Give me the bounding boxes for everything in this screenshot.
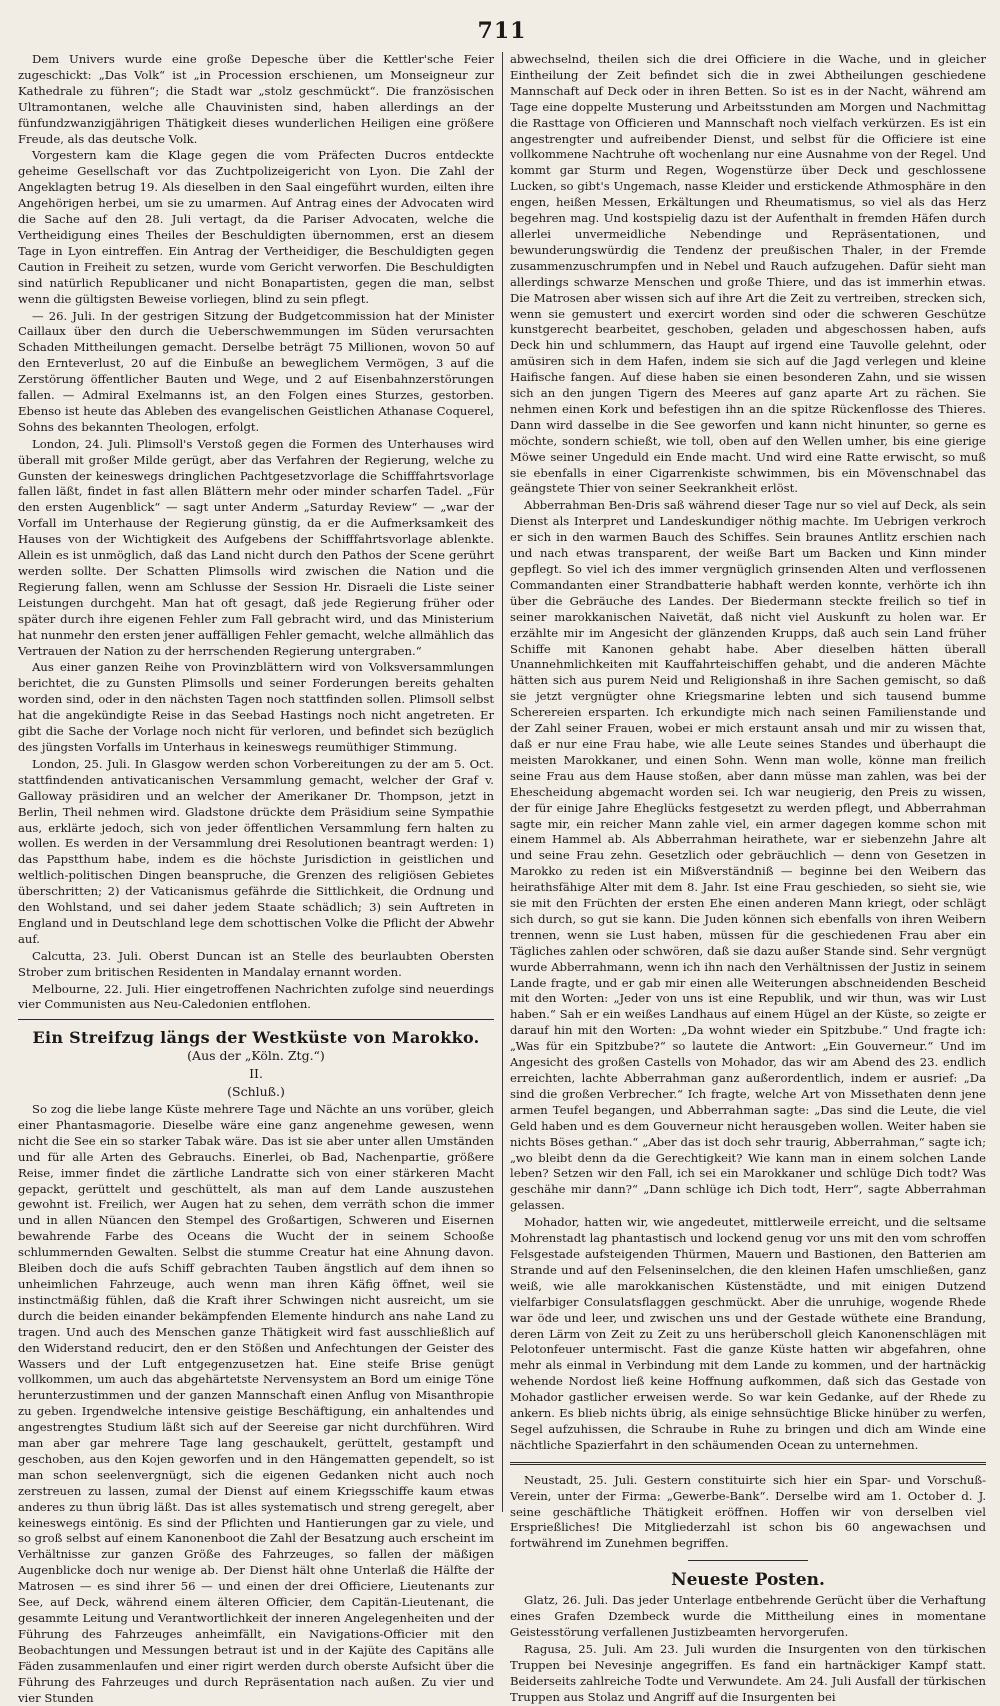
paragraph-ragusa: Ragusa, 25. Juli. Am 23. Juli wurden die Insurgenten von den türkischen Truppen bei Nevesinje angegriffen. Es fand ein hartnäckiger Kampf statt. Beiderseits zahlreiche Todte und Verwundete. Am 24. Juli Ausfall der türkischen Truppen aus Stolaz und Angriff auf die Insurgenten bei: [510, 1641, 986, 1704]
article-divider: [18, 1019, 494, 1020]
article-body: So zog die liebe lange Küste mehrere Tage und Nächte an uns vorüber, gleich einer Phantasmagorie. Dieselbe wäre eine ganz angenehme gewesen, wenn nicht die See ein so starker Tabak wäre. Das ist sie aber unter allen Umständen und für alle Arten des Gebrauchs. Einerlei, ob Bad, Nachenpartie, größere Reise, immer findet die zärtliche Landratte sich von einer stärkeren Macht gepackt, gerüttelt und geschüttelt, als man auf dem Lande auszustehen gewohnt ist. Freilich, wer Augen hat zu sehen, dem verräth schon die immer und in allen Nüancen den Stempel des Großartigen, Schweren und Eisernen bewahrende Farbe des Oceans die Wucht der in seinem Schooße schlummernden Gewalten. Selbst die stumme Creatur hat eine Ahnung davon. Bleiben doch die aufs Schiff gebrachten Tauben ängstlich auf dem ihnen so unheimlichen Fahrzeuge, auch wenn man ihren Käfig öffnet, weil sie instinctmäßig fühlen, daß die Kraft ihrer Schwingen nicht ausreicht, um sie durch die beiden einander bekämpfenden Elemente hindurch ans nahe Land zu tragen. Und auch des Menschen ganze Thätigkeit wird fast ausschließlich auf den Widerstand reducirt, den er den Stößen und Anfechtungen der Geister des Wassers und der Luft entgegenzusetzen hat. Eine steife Brise genügt vollkommen, um auch das abgehärtetste Nervensystem an Bord um einige Töne herunterzustimmen und der ganzen Mannschaft einen Anflug von Misanthropie zu geben. Irgendwelche intensive geistige Beschäftigung, ein anhaltendes und angestrengtes Studium läßt sich auf der Seereise gar nicht durchführen. Wird man aber gar mehrere Tage lang geschaukelt, gerüttelt, gestampft und geschoben, aus den Kojen geworfen und in den Hängematten gependelt, so ist man schon seelenvergnügt, sich die eigenen Gedanken nicht auch noch zerstreuen zu lassen, zumal der Dienst auf einem Kriegsschiffe kaum etwas anderes zu thun übrig läßt. Das ist alles systematisch und streng geregelt, aber keineswegs eintönig. Es sind der Pflichten und Hantierungen gar zu viele, und so groß selbst auf einem Kanonenboot die Zahl der Besatzung auch erscheint im Verhältnisse zur ganzen Größe des Fahrzeuges, so fallen der mäßigen Augenblicke doch nur wenige ab. Der Dienst hält ohne Unterlaß die Hälfte der Matrosen — es sind ihrer 56 — und einen der drei Officiere, Lieutenants zur See, auf Deck, während einem älteren Officier, dem Capitän-Lieutenant, die gesammte Leitung und Verantwortlichkeit der inneren Angelegenheiten und der Führung des Fahrzeuges anheimfällt, ein Navigations-Officier mit den Beobachtungen und Messungen betraut ist und in der Kajüte des Capitäns alle Fäden zusammenlaufen und einer rigirt werden durch oberste Aufsicht über die Führung des Fahrzeuges und durch Repräsentation nach außen. Zu vier und vier Stunden: [18, 1102, 494, 1705]
paragraph-univers: Dem Univers wurde eine große Depesche über die Kettler'sche Feier zugeschickt: „Das Volk“ ist „in Procession erschienen, um Monseigneur zur Kathedrale zu führen“; die Stadt war „stolz geschmückt“. Die französischen Ultramontanen, welche alle Chauvinisten sind, haben allerdings an der fünfundzwanzigjährigen Thätigkeit dieses wunderlichen Heiligen eine größere Freude, als das deutsche Volk.: [18, 52, 494, 146]
column-rule: [502, 52, 503, 1512]
left-column: [18, 52, 494, 1705]
paragraph-lyon: Vorgestern kam die Klage gegen die vom Präfecten Ducros entdeckte geheime Gesellschaft vor das Zuchtpolizeigericht von Lyon. Die Zahl der Angeklagten betrug 19. Als dieselben in den Saal eingeführt wurden, eilten ihre Angehörigen herbei, um sie zu umarmen. Auf Antrag eines der Advocaten wird die Sache auf den 28. Juli vertagt, da die Pariser Advocaten, welche die Vertheidigung eines Theiles der Beschuldigten übernommen, erst an diesem Tage in Lyon eintreffen. Ein Antrag der Vertheidiger, die Beschuldigten gegen Caution in Freiheit zu setzen, wurde vom Gericht verworfen. Die Beschuldigten sind natürlich Republicaner und nicht Bonapartisten, gegen die man, selbst wenn die gültigsten Beweise vorliegen, blind zu sein pflegt.: [18, 148, 494, 306]
right-column: [510, 52, 986, 1704]
article-note: (Schluß.): [227, 1084, 285, 1100]
short-divider: [688, 1560, 808, 1561]
paragraph-budget: — 26. Juli. In der gestrigen Sitzung der Budgetcommission hat der Minister Caillaux über den durch die Ueberschwemmungen im Süden verursachten Schaden Mittheilungen gemacht. Derselbe beträgt 75 Millionen, wovon 50 auf den Ernteverlust, 20 auf die Einbuße an beweglichem Vermögen, 3 auf die Zerstörung öffentlicher Bauten und Wege, und 2 auf Eisenbahnzerstörungen fallen. — Admiral Exelmanns ist, an den Folgen eines Sturzes, gestorben. Ebenso ist heute das Ableben des evangelischen Geistlichen Athanase Coquerel, Sohns des bekannten Theologen, erfolgt.: [18, 308, 494, 434]
article-part: II.: [249, 1066, 263, 1082]
paragraph-neustadt: Neustadt, 25. Juli. Gestern constituirte sich hier ein Spar- und Vorschuß-Verein, unter der Firma: „Gewerbe-Bank“. Derselbe wird am 1. October d. J. seine geschäftliche Thätigkeit eröffnen. Hoffen wir von derselben viel Ersprießliches! Die Mitgliederzahl ist schon bis 60 angewachsen und fortwährend im Zunehmen begriffen.: [510, 1472, 986, 1551]
paragraph-london-24: London, 24. Juli. Plimsoll's Verstoß gegen die Formen des Unterhauses wird überall mit großer Milde gerügt, aber das Verfahren der Regierung, welche zu Gunsten der keineswegs dringlichen Pachtgesetzvorlage die Schifffahrtsvorlage fallen läßt, findet in fast allen Blättern mehr oder minder scharfen Tadel. „Für den ersten Augenblick“ — sagt unter Anderm „Saturday Review“ — „war der Vorfall im Unterhause der Regierung günstig, da er die Aufmerksamkeit des Hauses von der Wichtigkeit des Aufgebens der Schifffahrtsvorlage ablenkte. Allein es ist unmöglich, daß das Land nicht durch den Pathos der Scene gerührt werden sollte. Der Schatten Plimsolls wird zwischen die Nation und die Regierung fallen, wenn am Schlusse der Session Hr. Disraeli die Liste seiner Leistungen durchgeht. Man hat oft gesagt, daß jede Regierung früher oder später durch ihre eigenen Fehler zum Fall gebracht wird, und das Ministerium hat nunmehr den ersten jener auffälligen Fehler gemacht, welche allmählich das Vertrauen der Nation zu der herrschenden Regierung untergraben.“: [18, 436, 494, 658]
article-source: (Aus der „Köln. Ztg.“): [187, 1048, 325, 1064]
article-abberrahman: Abberrahman Ben-Dris saß während dieser Tage nur so viel auf Deck, als sein Dienst als Interpret und Landeskundiger nöthig machte. Im Uebrigen verkroch er sich in den warmen Bauch des Schiffes. Sein braunes Antlitz erschien nach und nach etwas transparent, der weiße Bart um Backen und Kinn minder gepflegt. So viel ich des immer vergnüglich grinsenden Alten und verflossenen Commandanten einer Strandbatterie habhaft werden konnte, verhörte ich ihn über die Gebräuche des Landes. Der Biedermann steckte freilich so tief in seiner marokkanischen Naivetät, daß nicht viel Auskunft zu holen war. Er erzählte mir im Angesicht der glänzenden Krupps, daß auch sein Land früher Schiffe mit Kanonen gehabt habe. Aber dieselben hätten überall Unannehmlichkeiten mit Kauffahrteischiffen gehabt, und die anderen Mächte hätten sich aus purem Neid und Religionshaß in ihre Sachen gemischt, so daß sie jetzt vergnügter ohne Kriegsmarine lebten und sich tausend bumme Scherereien ersparten. Ich erkundigte mich nach seinen Familienstande und der Zahl seiner Frauen, wobei er mich erstaunt ansah und mir zu wissen that, daß er nur eine Frau habe, wie alle Leute seines Standes und überhaupt die meisten Marokkaner, und einen Sohn. Wenn man wolle, könne man freilich seine Frau aus dem Hause stoßen, aber dann müsse man zahlen, was bei der Ehescheidung abgemacht worden sei. Ich war neugierig, den Preis zu wissen, der für einige Jahre Eheglücks festgesetzt zu werden pflegt, und Abberrahman sagte mir, ein reicher Mann zahle viel, ein armer dagegen komme schon mit einem Hammel ab. Als Abberrahman heirathete, war er siebenzehn Jahre alt und seine Frau zehn. Gesetzlich oder gebräuchlich — denn von Gesetzen in Marokko zu reden ist ein Mißverständniß — beginne bei den Weibern das heirathsfähige Alter mit dem 8. Jahr. Ist eine Frau geschieden, so sieht sie, wie sie mit den Früchten der ersten Ehe einen anderen Mann kriegt, oder schlägt sich durch, so gut sie kann. Die Juden können sich ebenfalls von ihren Weibern trennen, wenn sie Lust haben, müssen für die geschiedenen Frau aber ein Tägliches zahlen oder schwören, daß sie dazu außer Stande sind. Sehr vergnügt wurde Abberrahmann, wenn ich ihn nach den Verhältnissen der Justiz in seinem Lande fragte, und er gab mir einen alle Weiterungen abschneidenden Bescheid mit den Worten: „Jeder von uns ist eine Republik, und wir thun, was wir Lust haben.“ Sah er ein weißes Landhaus auf einem Hügel an der Küste, so zeigte er darauf hin mit den Worten: „Da wohnt wieder ein Spitzbube.“ Und fragte ich: „Was für ein Spitzbube?“ so lautete die Antwort: „Ein Gouverneur.“ Und im Angesicht des großen Castells von Mohador, das wir am Abend des 23. endlich erreichten, lachte Abberrahman ganz außerordentlich, indem er ausrief: „Da sind die großen Verbrecher.“ Ich fragte, welche Art von Missethaten denn jene armen Teufel begangen, und Abberrahman sagte: „Das sind die Leute, die viel Geld haben und es dem Gouverneur nicht herausgeben wollen. Weiter haben sie nichts Böses gethan.“ „Aber das ist doch sehr traurig, Abberrahman,“ sagte ich; „wo bleibt denn da die Gerechtigkeit? Wie kann man in einem solchen Lande leben? Setzen wir den Fall, ich sei ein Marokkaner und schlüge Dich todt? Was geschähe mir dann?“ „Dann schlüge ich Dich todt, Herr“, sagte Abberrahman gelassen.: [510, 498, 986, 1213]
paragraph-plimsoll: Aus einer ganzen Reihe von Provinzblättern wird von Volksversammlungen berichtet, die zu Gunsten Plimsolls und seiner Forderungen bereits gehalten worden sind, oder in den nächsten Tagen noch stattfinden sollen. Plimsoll selbst hat die angekündigte Reise in das Seebad Hastings noch nicht angetreten. Er gibt die Sache der Vorlage noch nicht für verloren, und befindet sich bezüglich des jüngsten Vorfalls im Unterhaus in keineswegs reumüthiger Stimmung.: [18, 660, 494, 754]
section-divider: [510, 1462, 986, 1465]
paragraph-melbourne: Melbourne, 22. Juli. Hier eingetroffenen Nachrichten zufolge sind neuerdings vier Communisten aus Neu-Caledonien entflohen.: [18, 981, 494, 1012]
paragraph-london-25: London, 25. Juli. In Glasgow werden schon Vorbereitungen zu der am 5. Oct. stattfindenden antivaticanischen Versammlung gemacht, welcher der Graf v. Galloway präsidiren und an welcher der Amerikaner Dr. Thompson, jetzt in Berlin, Theil nehmen wird. Gladstone drückte dem Präsidium seine Sympathie aus, erklärte jedoch, sich von jeder öffentlichen Versammlung fern halten zu wollen. Es werden in der Versammlung drei Resolutionen beantragt werden: 1) das Papstthum habe, indem es die höchste Jurisdiction in geistlichen und weltlich-politischen Dingen beanspruche, die Grenzen des religiösen Gebietes überschritten; 2) der Vaticanismus gefährde die Sittlichkeit, die Ordnung und den Wohlstand, und sei daher jedem Staate schädlich; 3) sein Auftreten in England und in Deutschland lege dem schottischen Volke die Pflicht der Abwehr auf.: [18, 756, 494, 946]
article-mohador: Mohador, hatten wir, wie angedeutet, mittlerweile erreicht, und die seltsame Mohrenstadt lag phantastisch und lockend genug vor uns mit den vom schroffen Felsgestade aufsteigenden Thürmen, Mauern und Bastionen, den Batterien am Strande und auf den Felseninselchen, die den kleinen Hafen umschließen, ganz weiß, wie alle marokkanischen Küstenstädte, und mit einigen Dutzend vielfarbiger Consulatsflaggen geschmückt. Aber die unruhige, wogende Rhede war öde und leer, und zwischen uns und der Gestade wüthete eine Brandung, deren Lärm von Zeit zu Zeit zu uns herüberscholl gleich Kanonenschlägen mit Pelotonfeuer untermischt. Fast die ganze Küste hatten wir abgefahren, ohne mehr als einmal in Verbindung mit dem Lande zu kommen, und der hartnäckig wehende Nordost ließ keine Hoffnung aufkommen, daß sich das Gestade von Mohador gastlicher erweisen werde. So war kein Gedanke, auf der Rhede zu ankern. Es blieb nichts übrig, als einige sehnsüchtige Blicke hinüber zu werfen, Segel aufzuhissen, die Schraube in Ruhe zu bringen und dich am Winde eine nächtliche Spazierfahrt in den schäumenden Ocean zu unternehmen.: [510, 1215, 986, 1452]
paragraph-glatz: Glatz, 26. Juli. Das jeder Unterlage entbehrende Gerücht über die Verhaftung eines Grafen Dzembeck wurde die Mittheilung eines in momentane Geistesstörung verfallenen Justizbeamten hervorgerufen.: [510, 1593, 986, 1639]
article-continuation: abwechselnd, theilen sich die drei Officiere in die Wache, und in gleicher Eintheilung der Zeit befindet sich die in zwei Abtheilungen geschiedene Mannschaft auf Deck oder in ihren Betten. So ist es in der Nacht, während am Tage eine doppelte Musterung und Arbeitsstunden am Morgen und Nachmittag die Rasttage von Officieren und Mannschaft noch vielfach verkürzen. Es ist ein angestrengter und aufreibender Dienst, und selbst für die Officiere ist eine vollkommene Nachtruhe oft wochenlang nur eine Ausnahme von der Regel. Und kommt gar Sturm und Regen, Wogenstürze über Deck und geschlossene Lucken, so gibt's Ungemach, nasse Kleider und erstickende Athmosphäre in den engen, heißen Messen, Erkältungen und Rheumatismus, so viel als das Herz begehren mag. Und kostspielig dazu ist der Aufenthalt in fremden Häfen durch allerlei unvermeidliche Nebendinge und Repräsentationen, und bewunderungswürdig die Tendenz der preußischen Thaler, in der Fremde zusammenzuschrumpfen und in Nebel und Rauch aufzugehen. Dafür sieht man allerdings schwarze Menschen und große Thiere, und das ist immerhin etwas. Die Matrosen aber wissen sich auf ihre Art die Zeit zu vertreiben, strecken sich, wenn sie gemustert und exercirt worden sind oder die schweren Geschütze kunstgerecht bearbeitet, geschoben, geladen und abgeschossen haben, aufs Deck hin und schlummern, das Haupt auf irgend eine Tauvolle gelehnt, oder amüsiren sich in dem Hafen, indem sie sich auf die Jagd verlegen und kleine Haifische fangen. Auf diese haben sie einen besonderen Zahn, und sie wissen sich an den jungen Tigern des Meeres auf ganz aparte Art zu rächen. Sie nehmen einen Kork und befestigen ihn an die spitze Rückenflosse des Thieres. Dann wird dasselbe in die See geworfen und kann nicht hinunter, so gerne es möchte, sondern schießt, wie toll, oben auf den Wellen umher, bis eine gierige Möwe seiner Ungeduld ein Ende macht. Und wird eine Ratte erwischt, so muß sie ebenfalls in einer Cigarrenkiste schwimmen, bis ein Mövenschnabel das geängstete Thier von seiner Seekrankheit erlöst.: [510, 52, 986, 496]
paragraph-calcutta: Calcutta, 23. Juli. Oberst Duncan ist an Stelle des beurlaubten Obersten Strober zum britischen Residenten in Mandalay ernannt worden.: [18, 948, 494, 979]
section-title-neueste-posten: Neueste Posten.: [671, 1570, 825, 1591]
columns: [18, 52, 986, 1705]
page-number: 711: [477, 18, 527, 44]
article-title: Ein Streifzug längs der Westküste von Marokko.: [32, 1028, 480, 1048]
